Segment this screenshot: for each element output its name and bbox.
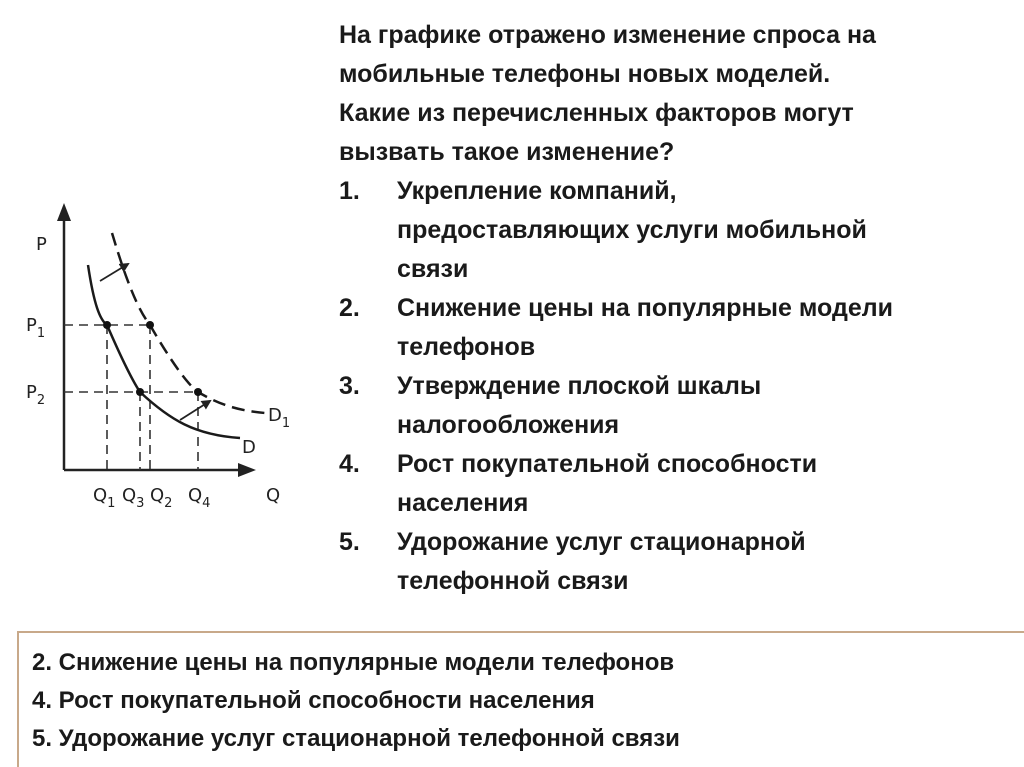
answer-line: 2. Снижение цены на популярные модели телефонов bbox=[32, 649, 675, 676]
option-line: телефонов bbox=[397, 333, 536, 361]
option-number: 1. bbox=[339, 177, 360, 205]
answer-line: 4. Рост покупательной способности населения bbox=[32, 687, 595, 714]
option-5 bbox=[339, 523, 1011, 601]
point-p1-q1 bbox=[103, 321, 111, 329]
option-number: 4. bbox=[339, 450, 360, 478]
quantity-label-q2: $Q_2$ bbox=[150, 485, 173, 511]
price-label-p2: $P_2$ bbox=[26, 382, 46, 408]
option-2 bbox=[339, 289, 1011, 367]
option-line: предоставляющих услуги мобильной bbox=[397, 216, 867, 244]
option-3 bbox=[339, 367, 1011, 445]
curve-d-label: D bbox=[242, 437, 256, 458]
option-number: 3. bbox=[339, 372, 360, 400]
quantity-label-q1: $Q_1$ bbox=[93, 485, 116, 511]
shift-arrow-lower-icon bbox=[180, 401, 210, 420]
option-line: Снижение цены на популярные модели bbox=[397, 294, 893, 322]
demand-shift-diagram bbox=[0, 195, 320, 525]
point-p2-q4 bbox=[194, 388, 202, 396]
options-list bbox=[339, 172, 1011, 601]
y-axis-arrow-icon bbox=[57, 203, 71, 221]
answer-line: 5. Удорожание услуг стационарной телефонной связи bbox=[32, 725, 680, 752]
option-4 bbox=[339, 445, 1011, 523]
question-stem-line: Какие из перечисленных факторов могут bbox=[339, 99, 854, 127]
question-stem-line: На графике отражено изменение спроса на bbox=[339, 21, 876, 49]
answer-box bbox=[17, 631, 1024, 767]
x-axis-arrow-icon bbox=[238, 463, 256, 477]
question-stem bbox=[339, 16, 1011, 172]
curve-d1-label: $D_1$ bbox=[268, 405, 291, 431]
option-line: телефонной связи bbox=[397, 567, 629, 595]
quantity-label-q3: $Q_3$ bbox=[122, 485, 145, 511]
question-stem-line: вызвать такое изменение? bbox=[339, 138, 675, 166]
y-axis-label: P bbox=[36, 234, 47, 255]
option-line: связи bbox=[397, 255, 469, 283]
option-number: 5. bbox=[339, 528, 360, 556]
question-text bbox=[339, 16, 1011, 601]
option-line: населения bbox=[397, 489, 529, 517]
price-label-p1: $P_1$ bbox=[26, 315, 46, 341]
point-p1-q2 bbox=[146, 321, 154, 329]
guide-lines bbox=[64, 325, 198, 470]
question-stem-line: мобильные телефоны новых моделей. bbox=[339, 60, 831, 88]
x-axis-label: Q bbox=[266, 485, 281, 506]
option-line: Рост покупательной способности bbox=[397, 450, 818, 478]
quantity-label-q4: $Q_4$ bbox=[188, 485, 211, 511]
option-1 bbox=[339, 172, 1011, 289]
option-number: 2. bbox=[339, 294, 360, 322]
option-line: Укрепление компаний, bbox=[397, 177, 677, 205]
option-line: Удорожание услуг стационарной bbox=[397, 528, 806, 556]
option-line: Утверждение плоской шкалы bbox=[397, 372, 762, 400]
curve-d bbox=[88, 265, 240, 438]
point-p2-q3 bbox=[136, 388, 144, 396]
option-line: налогообложения bbox=[397, 411, 620, 439]
